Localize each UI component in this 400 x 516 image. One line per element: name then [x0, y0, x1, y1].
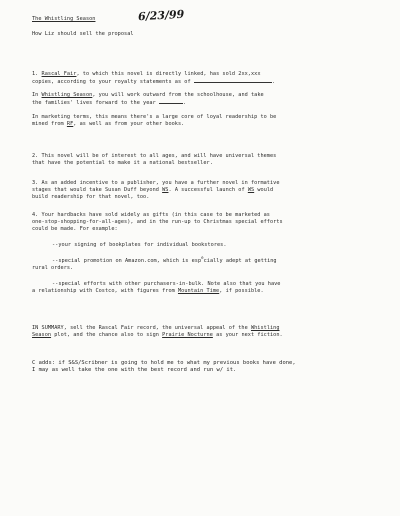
p3-line-2 [32, 187, 273, 193]
p4b-l1a: --special promotion on Amazon.com, which is esp [52, 258, 202, 264]
p1c-l2a: mined from [32, 121, 67, 127]
p4b-line-2: rural orders. [32, 265, 74, 271]
handwritten-insertion: e [201, 255, 204, 260]
p4b-l1b: cially adept at getting [203, 258, 277, 264]
title-text: The Whistling Season [32, 16, 96, 22]
p1b-line-2: the families' lives forward to the year . [32, 100, 187, 106]
p1c-l2b: , as well as from your other books. [73, 121, 185, 127]
document-title [32, 16, 95, 22]
p1-l2-text: copies, according to your royalty statements as of [32, 79, 191, 85]
p4-line-3: could be made. For example: [32, 226, 118, 232]
p4c-line-1: --special efforts with other purchasers-in-bulk. Note also that you have [52, 281, 281, 287]
summary-book-1: Whistling [250, 325, 280, 331]
p1c-line-2 [32, 121, 184, 127]
p1-line-1 [32, 71, 261, 77]
p1-number: 1. [32, 71, 39, 77]
p4-line-2: one-stop-shopping-for-all-ages), and in the run-up to Christmas special efforts [32, 219, 283, 225]
note-line-1: C adds: if S&S/Scribner is going to hold me to what my previous books have done, [32, 360, 296, 366]
handwritten-date: 6/23/99 [137, 7, 185, 24]
p4-line-1: 4. Your hardbacks have sold widely as gifts (in this case to be marketed as [32, 212, 270, 218]
p1b-line-1 [32, 92, 264, 98]
p1-book-title: Rascal Fair [41, 71, 77, 77]
year-blank [159, 99, 183, 104]
p1-line-2: copies, according to your royalty statements as of . [32, 79, 276, 85]
p3-l2a: stages that would take Susan Duff beyond [32, 187, 163, 193]
p4b-line-1 [52, 255, 277, 264]
summary-l2b: plot, and the chance also to sign [51, 332, 163, 338]
document-subtitle: How Liz should sell the proposal [32, 31, 134, 37]
p3-line-3: build readership for that novel, too. [32, 194, 150, 200]
date-blank [194, 78, 272, 83]
p1c-line-1: In marketing terms, this means there's a large core of loyal readership to be [32, 114, 277, 120]
summary-book-2: Prairie Nocturne [162, 332, 213, 338]
summary-book-1-cont: Season [32, 332, 52, 338]
p4a-line-1: --your signing of bookplates for individual bookstores. [52, 242, 227, 248]
p3-l2c: would [254, 187, 274, 193]
summary-line-2 [32, 332, 283, 338]
p1b-l1b: , you will work outward from the schoolhouse, and take [92, 92, 264, 98]
p3-abbr-1: WS [162, 187, 169, 193]
p1b-book-title: Whistling Season [41, 92, 93, 98]
summary-line-1 [32, 325, 280, 331]
p4c-l2b: , if possible. [219, 288, 264, 294]
p3-line-1: 3. As an added incentive to a publisher, you have a further novel in formative [32, 180, 280, 186]
p4c-l2a: a relationship with Costco, with figures from [32, 288, 178, 294]
summary-l1a: IN SUMMARY, sell the Rascal Fair record, the universal appeal of the [32, 325, 251, 331]
p4c-line-2 [32, 288, 264, 294]
p2-line-2: that have the potential to make it a national bestseller. [32, 160, 213, 166]
note-line-2: I may as well take the one with the best record and run w/ it. [32, 367, 237, 373]
p3-abbr-2: WS [247, 187, 255, 193]
p1-rest: , to which this novel is directly linked, has sold 2xx,xxx [76, 71, 261, 77]
p4c-book-title: Mountain Time [177, 288, 220, 294]
p1b-l1a: In [32, 92, 42, 98]
p2-line-1: 2. This novel will be of interest to all ages, and will have universal themes [32, 153, 277, 159]
p1b-l2-text: the families' lives forward to the year [32, 100, 156, 106]
p1c-abbr: RF [66, 121, 74, 127]
p3-l2b: . A successful launch of [168, 187, 248, 193]
summary-l2c: as your next fiction. [212, 332, 283, 338]
